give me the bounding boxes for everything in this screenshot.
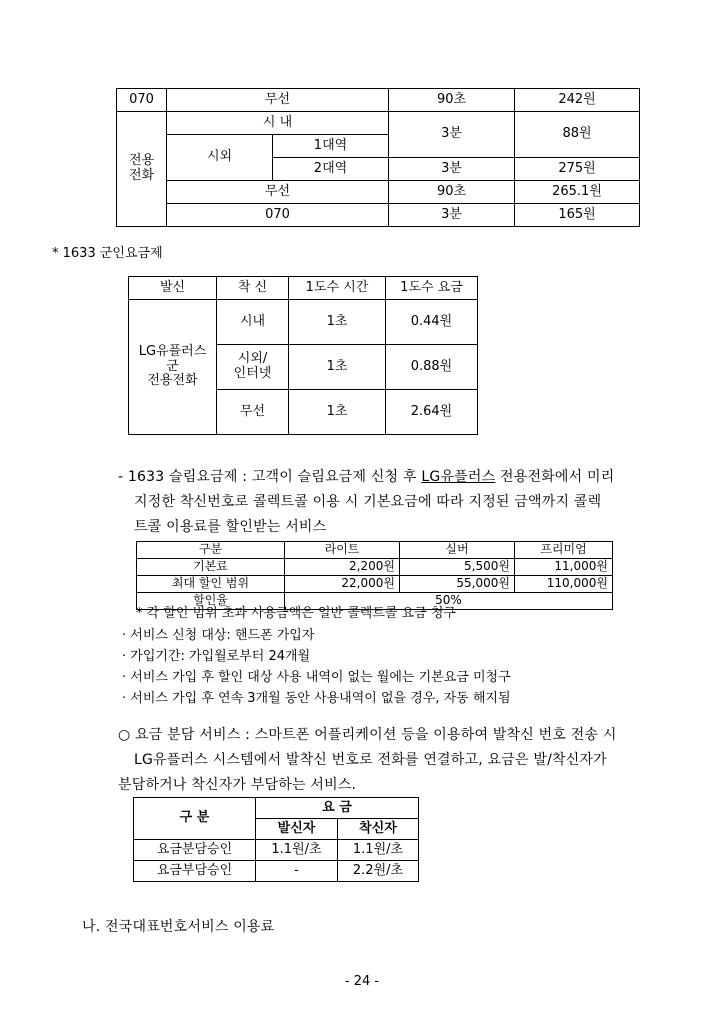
dedicated-label-1: 전용: [128, 153, 155, 169]
header-cell: 착 신: [217, 277, 289, 300]
dedicated-line-rate-table: [116, 88, 640, 227]
cell: 88원: [515, 112, 640, 158]
cell: 시외: [167, 135, 273, 181]
note-auto-cancel: · 서비스 가입 후 연속 3개월 동안 사용내역이 없을 경우, 자동 해지됨: [122, 691, 511, 706]
cell: 1.1원/초: [256, 840, 338, 861]
slim-plan-pre: - 1633 슬림요금제 : 고객이 슬림요금제 신청 후: [118, 469, 422, 485]
slim-plan-post: 전용전화에서 미리: [495, 469, 615, 485]
lg-uplus-underlined: LG유플러스: [421, 469, 496, 485]
cell: 1대역: [273, 135, 389, 158]
dest-cell: [217, 345, 289, 390]
cell: 1초: [289, 390, 386, 435]
page-number: - 24 -: [344, 974, 380, 989]
row-label: 기본료: [137, 559, 285, 576]
cell: 165원: [515, 204, 640, 227]
dedicated-label-cell: [117, 112, 167, 227]
cell: 070: [167, 204, 389, 227]
note-period: · 가입기간: 가입월로부터 24개월: [122, 649, 311, 664]
header-cell: 실버: [400, 542, 515, 559]
header-cell: 구 분: [134, 798, 256, 840]
header-cell: 프리미엄: [515, 542, 613, 559]
cell: 3분: [389, 158, 515, 181]
dest-line: 인터넷: [233, 366, 272, 381]
row-label: 최대 할인 범위: [137, 576, 285, 593]
cell: 2,200원: [285, 559, 400, 576]
header-cell: 라이트: [285, 542, 400, 559]
cell: 90초: [389, 89, 515, 112]
cell: 55,000원: [400, 576, 515, 593]
header-cell: 구분: [137, 542, 285, 559]
origin-line: LG유플러스: [138, 343, 207, 359]
cell: 2.2원/초: [338, 861, 419, 882]
header-cell: 요 금: [256, 798, 419, 819]
dedicated-label-2: 전화: [128, 168, 155, 183]
military-plan-table: [128, 276, 478, 435]
cell: 1.1원/초: [338, 840, 419, 861]
cell: 265.1원: [515, 181, 640, 204]
cell: 5,500원: [400, 559, 515, 576]
row-label: 요금부담승인: [134, 861, 256, 882]
note-excess: * 각 할인 범위 초과 사용금액은 일반 콜렉트콜 요금 청구: [136, 606, 456, 621]
row-label: 할인율: [137, 593, 285, 610]
fee-share-line-3: 분담하거나 착신자가 부담하는 서비스.: [118, 777, 357, 793]
cell: 1초: [289, 345, 386, 390]
cell: 0.88원: [386, 345, 478, 390]
fee-share-line-1: ○ 요금 분담 서비스 : 스마트폰 어플리케이션 등을 이용하여 발착신 번호 전송 시: [118, 727, 617, 743]
cell: 1초: [289, 300, 386, 345]
origin-line: 전용전화: [147, 373, 198, 389]
military-plan-title: * 1633 군인요금제: [52, 246, 163, 261]
row-label: 요금분담승인: [134, 840, 256, 861]
slim-plan-line-1: [118, 469, 614, 486]
header-cell: 착신자: [338, 819, 419, 840]
cell: -: [256, 861, 338, 882]
dest-line: 시외/: [237, 351, 268, 367]
cell: 11,000원: [515, 559, 613, 576]
header-cell: 발신자: [256, 819, 338, 840]
slim-plan-line-3: 트콜 이용료를 할인받는 서비스: [134, 519, 327, 535]
fee-share-line-2: LG유플러스 시스템에서 발착신 번호로 전화를 연결하고, 요금은 발/착신자가: [134, 752, 607, 768]
header-cell: 1도수 요금: [386, 277, 478, 300]
note-target: · 서비스 신청 대상: 핸드폰 가입자: [122, 628, 315, 643]
section-heading: 나. 전국대표번호서비스 이용료: [82, 919, 275, 935]
cell: 22,000원: [285, 576, 400, 593]
slim-plan-line-2: 지정한 착신번호로 콜렉트콜 이용 시 기본요금에 따라 지정된 금액까지 콜렉: [134, 494, 602, 510]
header-cell: 1도수 시간: [289, 277, 386, 300]
cell: 110,000원: [515, 576, 613, 593]
cell: 무선: [167, 89, 389, 112]
dest-cell: 시내: [217, 300, 289, 345]
slim-plan-table: [136, 541, 613, 610]
cell: 070: [117, 89, 167, 112]
cell: 2.64원: [386, 390, 478, 435]
header-cell: 발신: [129, 277, 217, 300]
fee-share-table: [133, 797, 419, 882]
cell: 3분: [389, 112, 515, 158]
cell: 시 내: [167, 112, 389, 135]
cell: 3분: [389, 204, 515, 227]
cell: 50%: [285, 593, 613, 610]
note-no-charge: · 서비스 가입 후 할인 대상 사용 내역이 없는 월에는 기본요금 미청구: [122, 670, 511, 685]
cell: 90초: [389, 181, 515, 204]
origin-cell: [129, 300, 217, 435]
origin-line: 군: [166, 358, 179, 374]
cell: 2대역: [273, 158, 389, 181]
dest-cell: 무선: [217, 390, 289, 435]
cell: 275원: [515, 158, 640, 181]
cell: 0.44원: [386, 300, 478, 345]
cell: 무선: [167, 181, 389, 204]
cell: 242원: [515, 89, 640, 112]
